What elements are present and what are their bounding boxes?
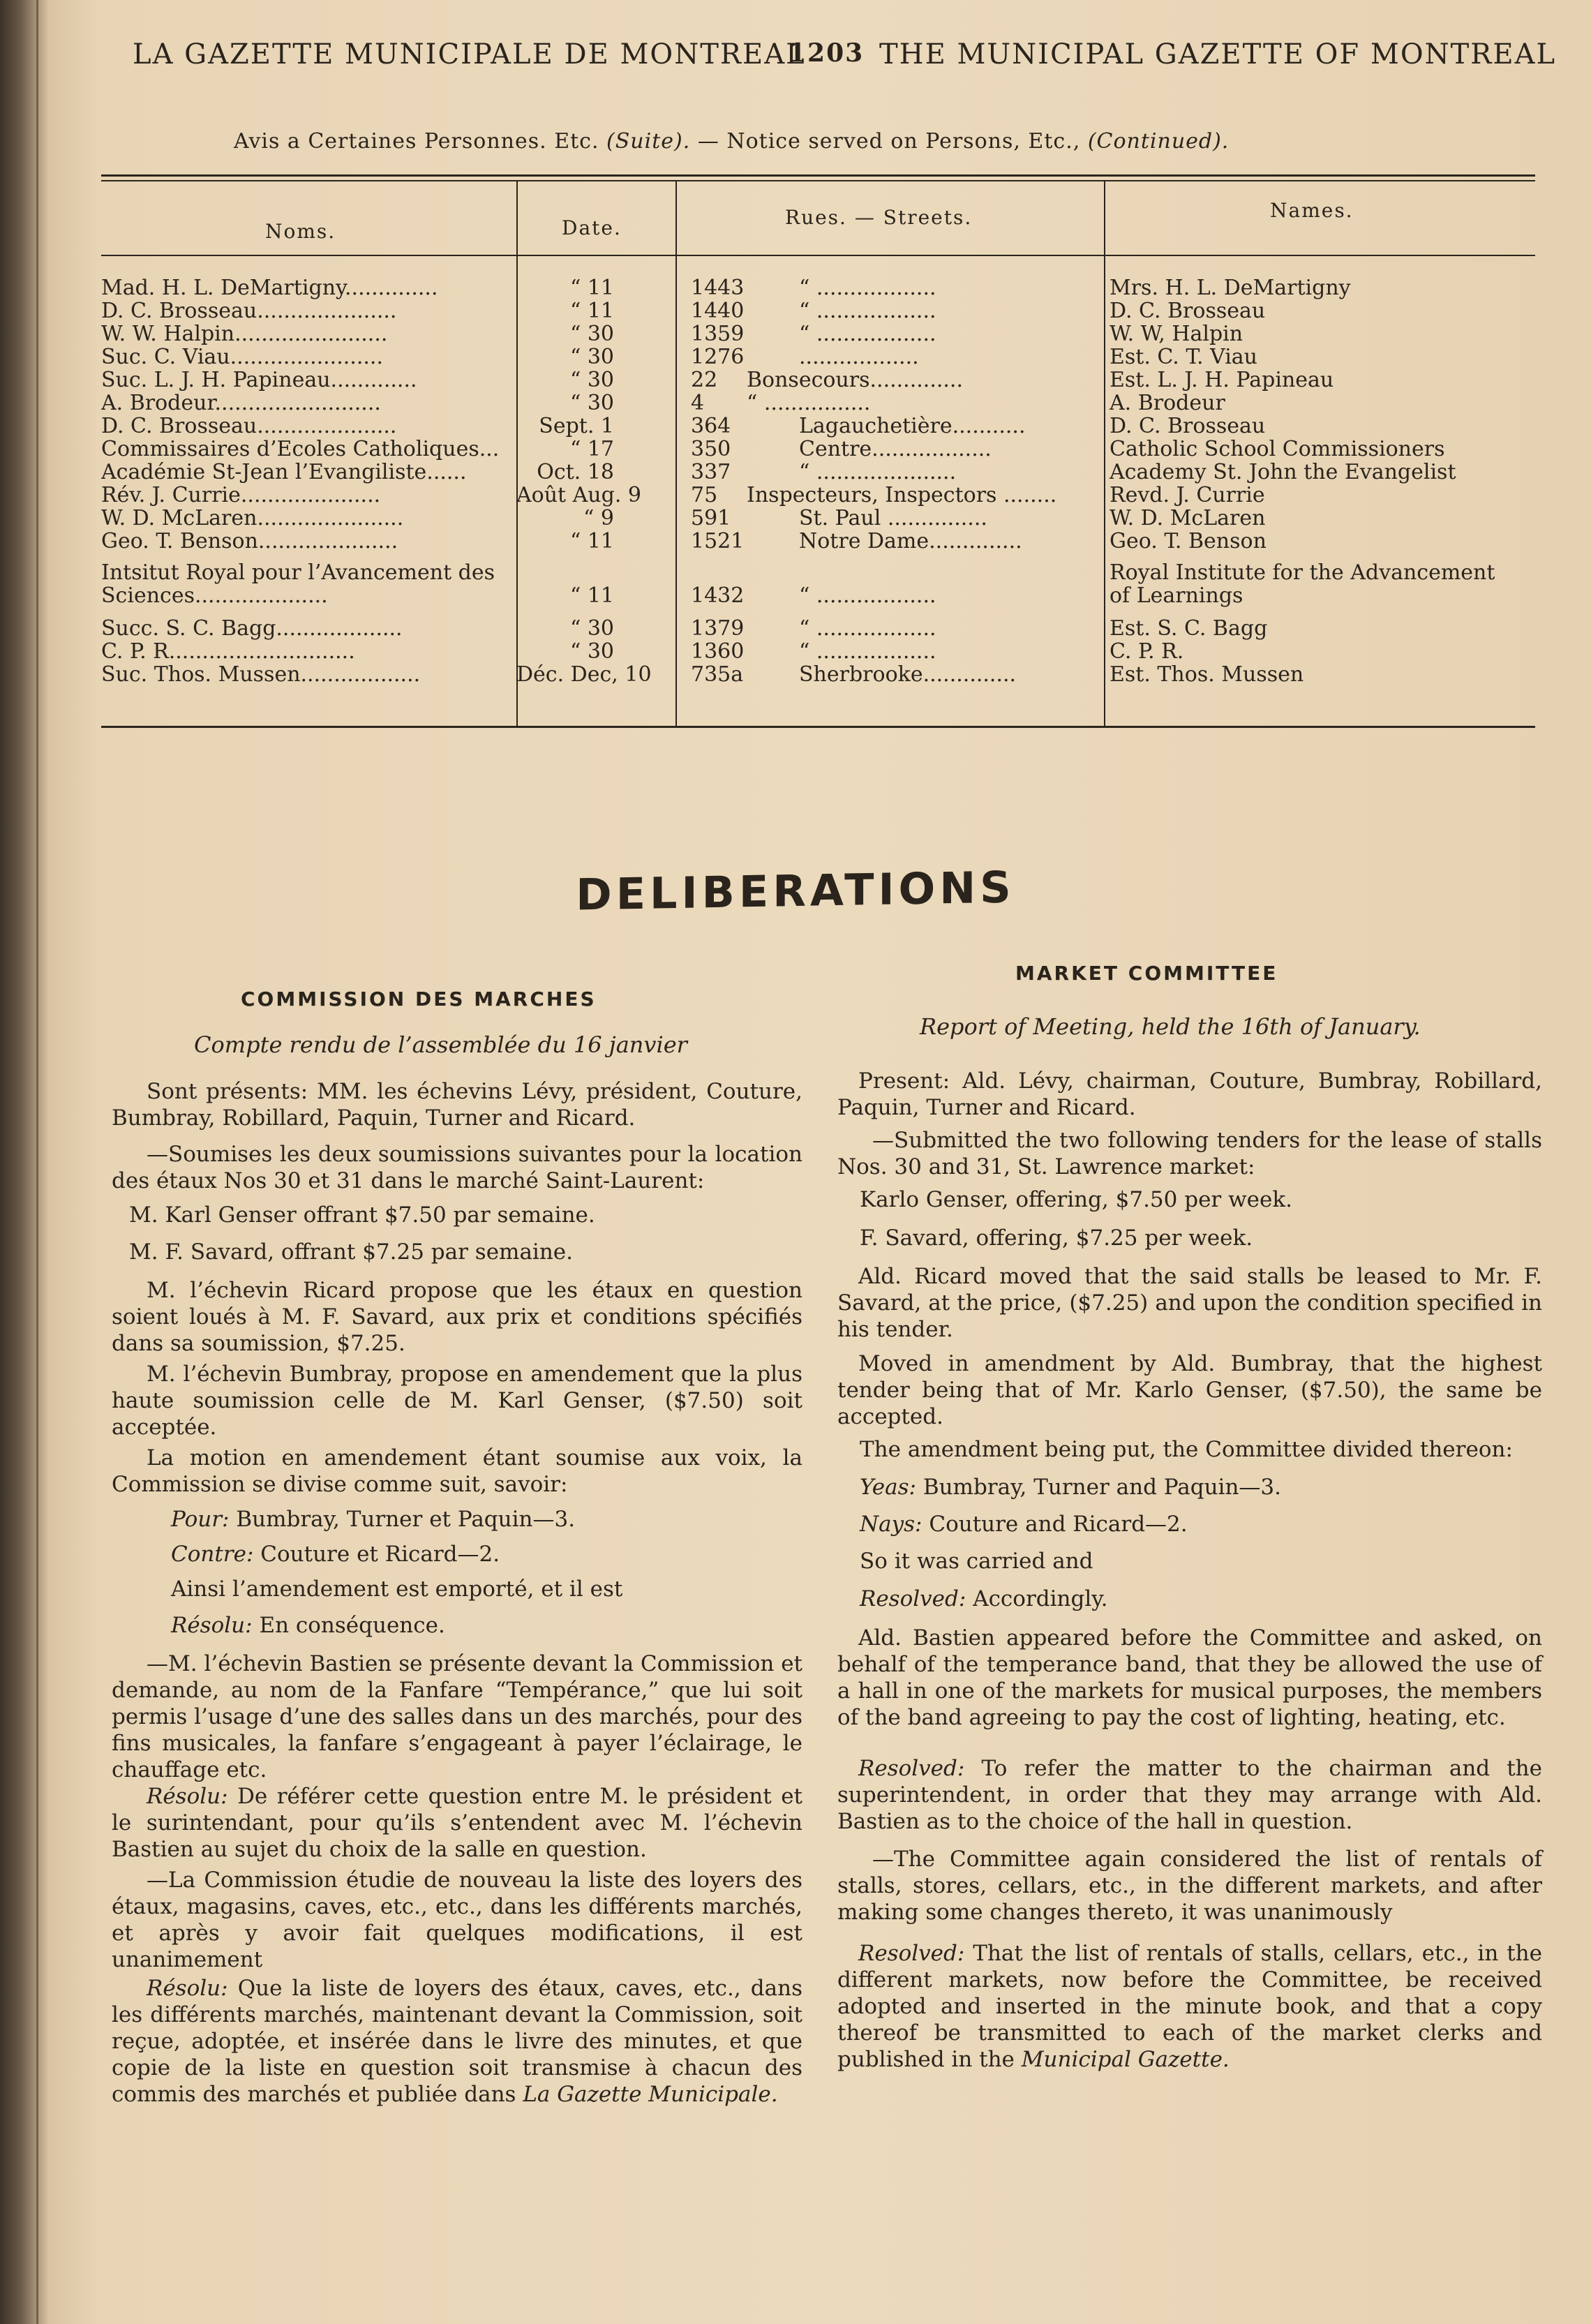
cell-nom: D. C. Brosseau..................... — [101, 414, 397, 438]
cell-number: 22 — [691, 368, 718, 392]
table-row — [101, 506, 1532, 529]
cell-date: “ 11 — [569, 276, 614, 300]
cell-number: 591 — [691, 506, 731, 530]
label: Yeas: — [860, 1475, 916, 1500]
cell-street: Lagauchetière........... — [799, 414, 1026, 438]
cell-name: Est. Thos. Mussen — [1110, 662, 1304, 687]
table-row — [101, 560, 1532, 583]
french-paragraph: La motion en amendement étant soumise aux voix, la Commission se divise comme suit, savoir: — [112, 1445, 802, 1497]
cell-nom: W. W. Halpin....................... — [101, 322, 388, 346]
cell-nom: Suc. C. Viau....................... — [101, 345, 383, 369]
header-english-title: THE MUNICIPAL GAZETTE OF MONTREAL — [879, 38, 1557, 70]
cell-nom: Intsitut Royal pour l’Avancement des — [101, 560, 495, 585]
cell-number: 1432 — [691, 583, 745, 608]
table-header-rule — [101, 255, 1535, 256]
cell-number: 4 — [691, 391, 705, 415]
caption-english: — Notice served on Persons, Etc., — [697, 129, 1081, 154]
label: Résolu: — [147, 1976, 228, 2001]
cell-street: “ ..................... — [799, 460, 957, 484]
cell-date: “ 30 — [569, 616, 614, 641]
french-subheading: Compte rendu de l’assemblée du 16 janvier — [194, 1031, 687, 1058]
cell-nom: C. P. R............................ — [101, 639, 355, 664]
label: Resolved: — [858, 1756, 965, 1781]
text: Couture et Ricard—2. — [260, 1542, 500, 1567]
table-row — [101, 460, 1532, 483]
caption-french: Avis a Certaines Personnes. Etc. — [234, 129, 599, 154]
english-paragraph: The amendment being put, the Committee divided thereon: — [860, 1437, 1513, 1462]
cell-nom: Sciences.................... — [101, 583, 328, 608]
label: Résolu: — [147, 1784, 228, 1809]
cell-name: Revd. J. Currie — [1110, 483, 1265, 507]
table-row — [101, 391, 1532, 414]
table-bottom-rule — [101, 726, 1535, 728]
label: Résolu: — [171, 1613, 253, 1638]
cell-nom: A. Brodeur......................... — [101, 391, 381, 415]
label: Contre: — [171, 1542, 254, 1567]
english-paragraph: —Submitted the two following tenders for the lease of stalls Nos. 30 and 31, St. Lawrence market: — [837, 1128, 1542, 1179]
cell-street: Centre.................. — [799, 437, 992, 461]
label: Nays: — [860, 1512, 923, 1537]
english-resolved — [837, 1755, 1542, 1835]
cell-date: “ 17 — [569, 437, 614, 461]
french-paragraph: Sont présents: MM. les échevins Lévy, président, Couture, Bumbray, Robillard, Paquin, Turner and Ricard. — [112, 1079, 802, 1131]
text: That the list of rentals of stalls, cellars, etc., in the different markets, now before the Committee, be received adopted and inserted in the minute book, and that a copy thereof be transmitted to each of the market clerks and published in the — [837, 1941, 1542, 2072]
cell-street: Notre Dame.............. — [799, 529, 1022, 553]
cell-nom: Suc. L. J. H. Papineau............. — [101, 368, 417, 392]
french-vote-for — [171, 1506, 862, 1533]
english-vote-nays — [860, 1511, 1564, 1537]
text: Que la liste de loyers des étaux, caves, etc., dans les différents marchés, maintenant devant la Commission, soit reçue, adoptée, et insérée dans le livre des minutes, et que copie de la liste en question soit transmise à chacun des commis des marchés et publiée dans — [112, 1976, 802, 2107]
cell-number: 75 — [691, 483, 718, 507]
cell-street: Sherbrooke.............. — [799, 662, 1017, 687]
cell-date: Oct. 18 — [537, 460, 614, 484]
cell-name: Academy St. John the Evangelist — [1110, 460, 1456, 484]
publication-name: La Gazette Municipale. — [523, 2082, 778, 2107]
publication-name: Municipal Gazette. — [1021, 2047, 1230, 2072]
header-french-title: LA GAZETTE MUNICIPALE DE MONTREAL — [133, 38, 806, 70]
french-paragraph: —Soumises les deux soumissions suivantes pour la location des étaux Nos 30 et 31 dans le marché Saint-Laurent: — [112, 1142, 802, 1193]
french-paragraph: Ainsi l’amendement est emporté, et il est — [171, 1577, 623, 1602]
english-paragraph: —The Committee again considered the list of rentals of stalls, stores, cellars, etc., in the different markets, and after making some changes thereto, it was unanimously — [837, 1847, 1542, 1925]
cell-nom: Académie St-Jean l’Evangiliste...... — [101, 460, 467, 484]
english-paragraph: F. Savard, offering, $7.25 per week. — [860, 1226, 1253, 1251]
table-row — [101, 368, 1532, 391]
cell-number: 350 — [691, 437, 731, 461]
cell-street: “ .................. — [799, 299, 936, 323]
cell-name: W. W, Halpin — [1110, 322, 1243, 346]
text: En conséquence. — [259, 1613, 445, 1638]
cell-nom: W. D. McLaren...................... — [101, 506, 404, 530]
cell-number: 1360 — [691, 639, 745, 664]
english-paragraph: So it was carried and — [860, 1549, 1093, 1574]
table-top-rule — [101, 174, 1535, 177]
table-row — [101, 437, 1532, 460]
text: Bumbray, Turner and Paquin—3. — [923, 1475, 1282, 1500]
cell-nom: Rév. J. Currie..................... — [101, 483, 381, 507]
english-subheading: Report of Meeting, held the 16th of January. — [920, 1013, 1421, 1040]
cell-name: D. C. Brosseau — [1110, 299, 1266, 323]
cell-street: “ .................. — [799, 276, 936, 300]
caption-english-continued: (Continued). — [1087, 129, 1230, 154]
header-noms: Noms. — [265, 220, 336, 243]
cell-date: “ 30 — [569, 345, 614, 369]
cell-number: 1276 — [691, 345, 745, 369]
english-heading: MARKET COMMITTEE — [1015, 962, 1278, 985]
label: Pour: — [171, 1507, 230, 1532]
english-vote-yeas — [860, 1474, 1564, 1500]
cell-date: “ 30 — [569, 322, 614, 346]
french-paragraph: M. F. Savard, offrant $7.25 par semaine. — [129, 1239, 573, 1265]
table-row — [101, 299, 1532, 322]
cell-number: 1443 — [691, 276, 745, 300]
cell-number: 1379 — [691, 616, 745, 641]
caption-french-suite: (Suite). — [606, 129, 691, 154]
text: To refer the matter to the chairman and the superintendent, in order that they may arrange with Ald. Bastien as to the choice of the hall in question. — [837, 1756, 1542, 1834]
french-resolved — [171, 1612, 862, 1639]
cell-street: Bonsecours.............. — [747, 368, 964, 392]
cell-date: “ 9 — [583, 506, 614, 530]
cell-name: Est. L. J. H. Papineau — [1110, 368, 1334, 392]
table-row — [101, 414, 1532, 437]
cell-number: 735a — [691, 662, 744, 687]
header-date: Date. — [562, 216, 622, 239]
cell-date: “ 30 — [569, 368, 614, 392]
table-row — [101, 276, 1532, 299]
page-title: DELIBERATIONS — [576, 861, 1015, 921]
french-heading: COMMISSION DES MARCHES — [241, 988, 597, 1011]
cell-nom: Suc. Thos. Mussen.................. — [101, 662, 421, 687]
french-paragraph: M. l’échevin Ricard propose que les étaux en question soient loués à M. F. Savard, aux prix et conditions spécifiés dans sa soumission, $7.25. — [112, 1278, 802, 1356]
cell-name: Geo. T. Benson — [1110, 529, 1267, 553]
cell-street: “ .................. — [799, 639, 936, 664]
cell-name: Royal Institute for the Advancement — [1110, 560, 1495, 585]
cell-number: 1359 — [691, 322, 745, 346]
cell-street: “ .................. — [799, 616, 936, 641]
cell-nom: Mad. H. L. DeMartigny.............. — [101, 276, 438, 300]
cell-date: “ 30 — [569, 639, 614, 664]
cell-nom: Commissaires d’Ecoles Catholiques... — [101, 437, 500, 461]
table-row — [101, 529, 1532, 552]
french-paragraph: —La Commission étudie de nouveau la liste des loyers des étaux, magasins, caves, etc., etc., dans les différents marchés, et après y avoir fait quelques modifications, il est unanimement — [112, 1868, 802, 1972]
cell-number: 1440 — [691, 299, 745, 323]
english-resolved — [860, 1586, 1564, 1612]
cell-date: Août Aug. 9 — [516, 483, 641, 507]
french-vote-against — [171, 1541, 862, 1567]
english-paragraph: Moved in amendment by Ald. Bumbray, that the highest tender being that of Mr. Karlo Genser, ($7.50), the same be accepted. — [837, 1351, 1542, 1429]
table-row — [101, 345, 1532, 368]
table-caption — [234, 129, 1229, 154]
english-resolved — [837, 1940, 1542, 2073]
table-row — [101, 639, 1532, 662]
cell-nom: Succ. S. C. Bagg................... — [101, 616, 403, 641]
cell-nom: Geo. T. Benson..................... — [101, 529, 398, 553]
table-row — [101, 662, 1532, 685]
cell-street: “ .................. — [799, 583, 936, 608]
cell-number: 364 — [691, 414, 731, 438]
french-paragraph: M. Karl Genser offrant $7.50 par semaine. — [129, 1202, 595, 1228]
english-paragraph: Present: Ald. Lévy, chairman, Couture, Bumbray, Robillard, Paquin, Turner and Ricard. — [837, 1068, 1542, 1120]
cell-street: “ ................ — [747, 391, 871, 415]
cell-date: “ 11 — [569, 583, 614, 608]
cell-name: of Learnings — [1110, 583, 1243, 608]
cell-number: 1521 — [691, 529, 745, 553]
english-paragraph: Karlo Genser, offering, $7.50 per week. — [860, 1187, 1292, 1212]
table-row — [101, 583, 1532, 606]
binding-edge — [36, 0, 38, 2324]
cell-name: D. C. Brosseau — [1110, 414, 1266, 438]
english-paragraph: Ald. Ricard moved that the said stalls be leased to Mr. F. Savard, at the price, ($7.25) and upon the condition specified in his tender. — [837, 1264, 1542, 1342]
cell-date: Déc. Dec, 10 — [516, 662, 652, 687]
english-paragraph: Ald. Bastien appeared before the Committee and asked, on behalf of the temperance band, that they be allowed the use of a hall in one of the markets for musical purposes, the members of the band agreeing to pay the cost of lighting, heating, etc. — [837, 1625, 1542, 1730]
french-resolved — [112, 1783, 802, 1863]
cell-street: Inspecteurs, Inspectors ........ — [747, 483, 1057, 507]
cell-date: “ 11 — [569, 299, 614, 323]
cell-nom: D. C. Brosseau..................... — [101, 299, 397, 323]
header-rues-streets: Rues. — Streets. — [785, 206, 973, 229]
cell-name: Est. S. C. Bagg — [1110, 616, 1268, 641]
label: Resolved: — [858, 1941, 965, 1966]
cell-date: “ 11 — [569, 529, 614, 553]
label: Resolved: — [860, 1586, 966, 1611]
french-paragraph: —M. l’échevin Bastien se présente devant la Commission et demande, au nom de la Fanfare “Tempérance,” que lui soit permis l’usage d’une des salles dans un des marchés, pour des fins musicales, la fanfare s’engageant à payer l’éclairage, le chauffage etc. — [112, 1651, 803, 1782]
cell-date: “ 30 — [569, 391, 614, 415]
cell-name: Est. C. T. Viau — [1110, 345, 1257, 369]
cell-street: “ .................. — [799, 322, 936, 346]
text: De référer cette question entre M. le président et le surintendant, pour qu’ils s’entendent avec M. l’échevin Bastien au sujet du choix de la salle en question. — [112, 1784, 802, 1862]
french-resolved — [112, 1975, 802, 2108]
cell-name: W. D. McLaren — [1110, 506, 1266, 530]
cell-name: Mrs. H. L. DeMartigny — [1110, 276, 1351, 300]
page-header — [133, 38, 1557, 87]
header-names: Names. — [1270, 199, 1354, 222]
cell-name: A. Brodeur — [1110, 391, 1225, 415]
table-row — [101, 322, 1532, 345]
text: Couture and Ricard—2. — [929, 1512, 1188, 1537]
cell-name: Catholic School Commissioners — [1110, 437, 1445, 461]
cell-name: C. P. R. — [1110, 639, 1184, 664]
cell-date: Sept. 1 — [539, 414, 614, 438]
table-row — [101, 616, 1532, 639]
cell-street: .................. — [799, 345, 919, 369]
page-number: 1203 — [789, 38, 865, 68]
table-row — [101, 483, 1532, 506]
text: Bumbray, Turner et Paquin—3. — [236, 1507, 576, 1532]
text: Accordingly. — [973, 1586, 1108, 1611]
french-paragraph: M. l’échevin Bumbray, propose en amendement que la plus haute soumission celle de M. Karl Genser, ($7.50) soit acceptée. — [112, 1362, 802, 1440]
cell-number: 337 — [691, 460, 731, 484]
cell-street: St. Paul ............... — [799, 506, 987, 530]
table-top-rule-2 — [101, 180, 1535, 181]
